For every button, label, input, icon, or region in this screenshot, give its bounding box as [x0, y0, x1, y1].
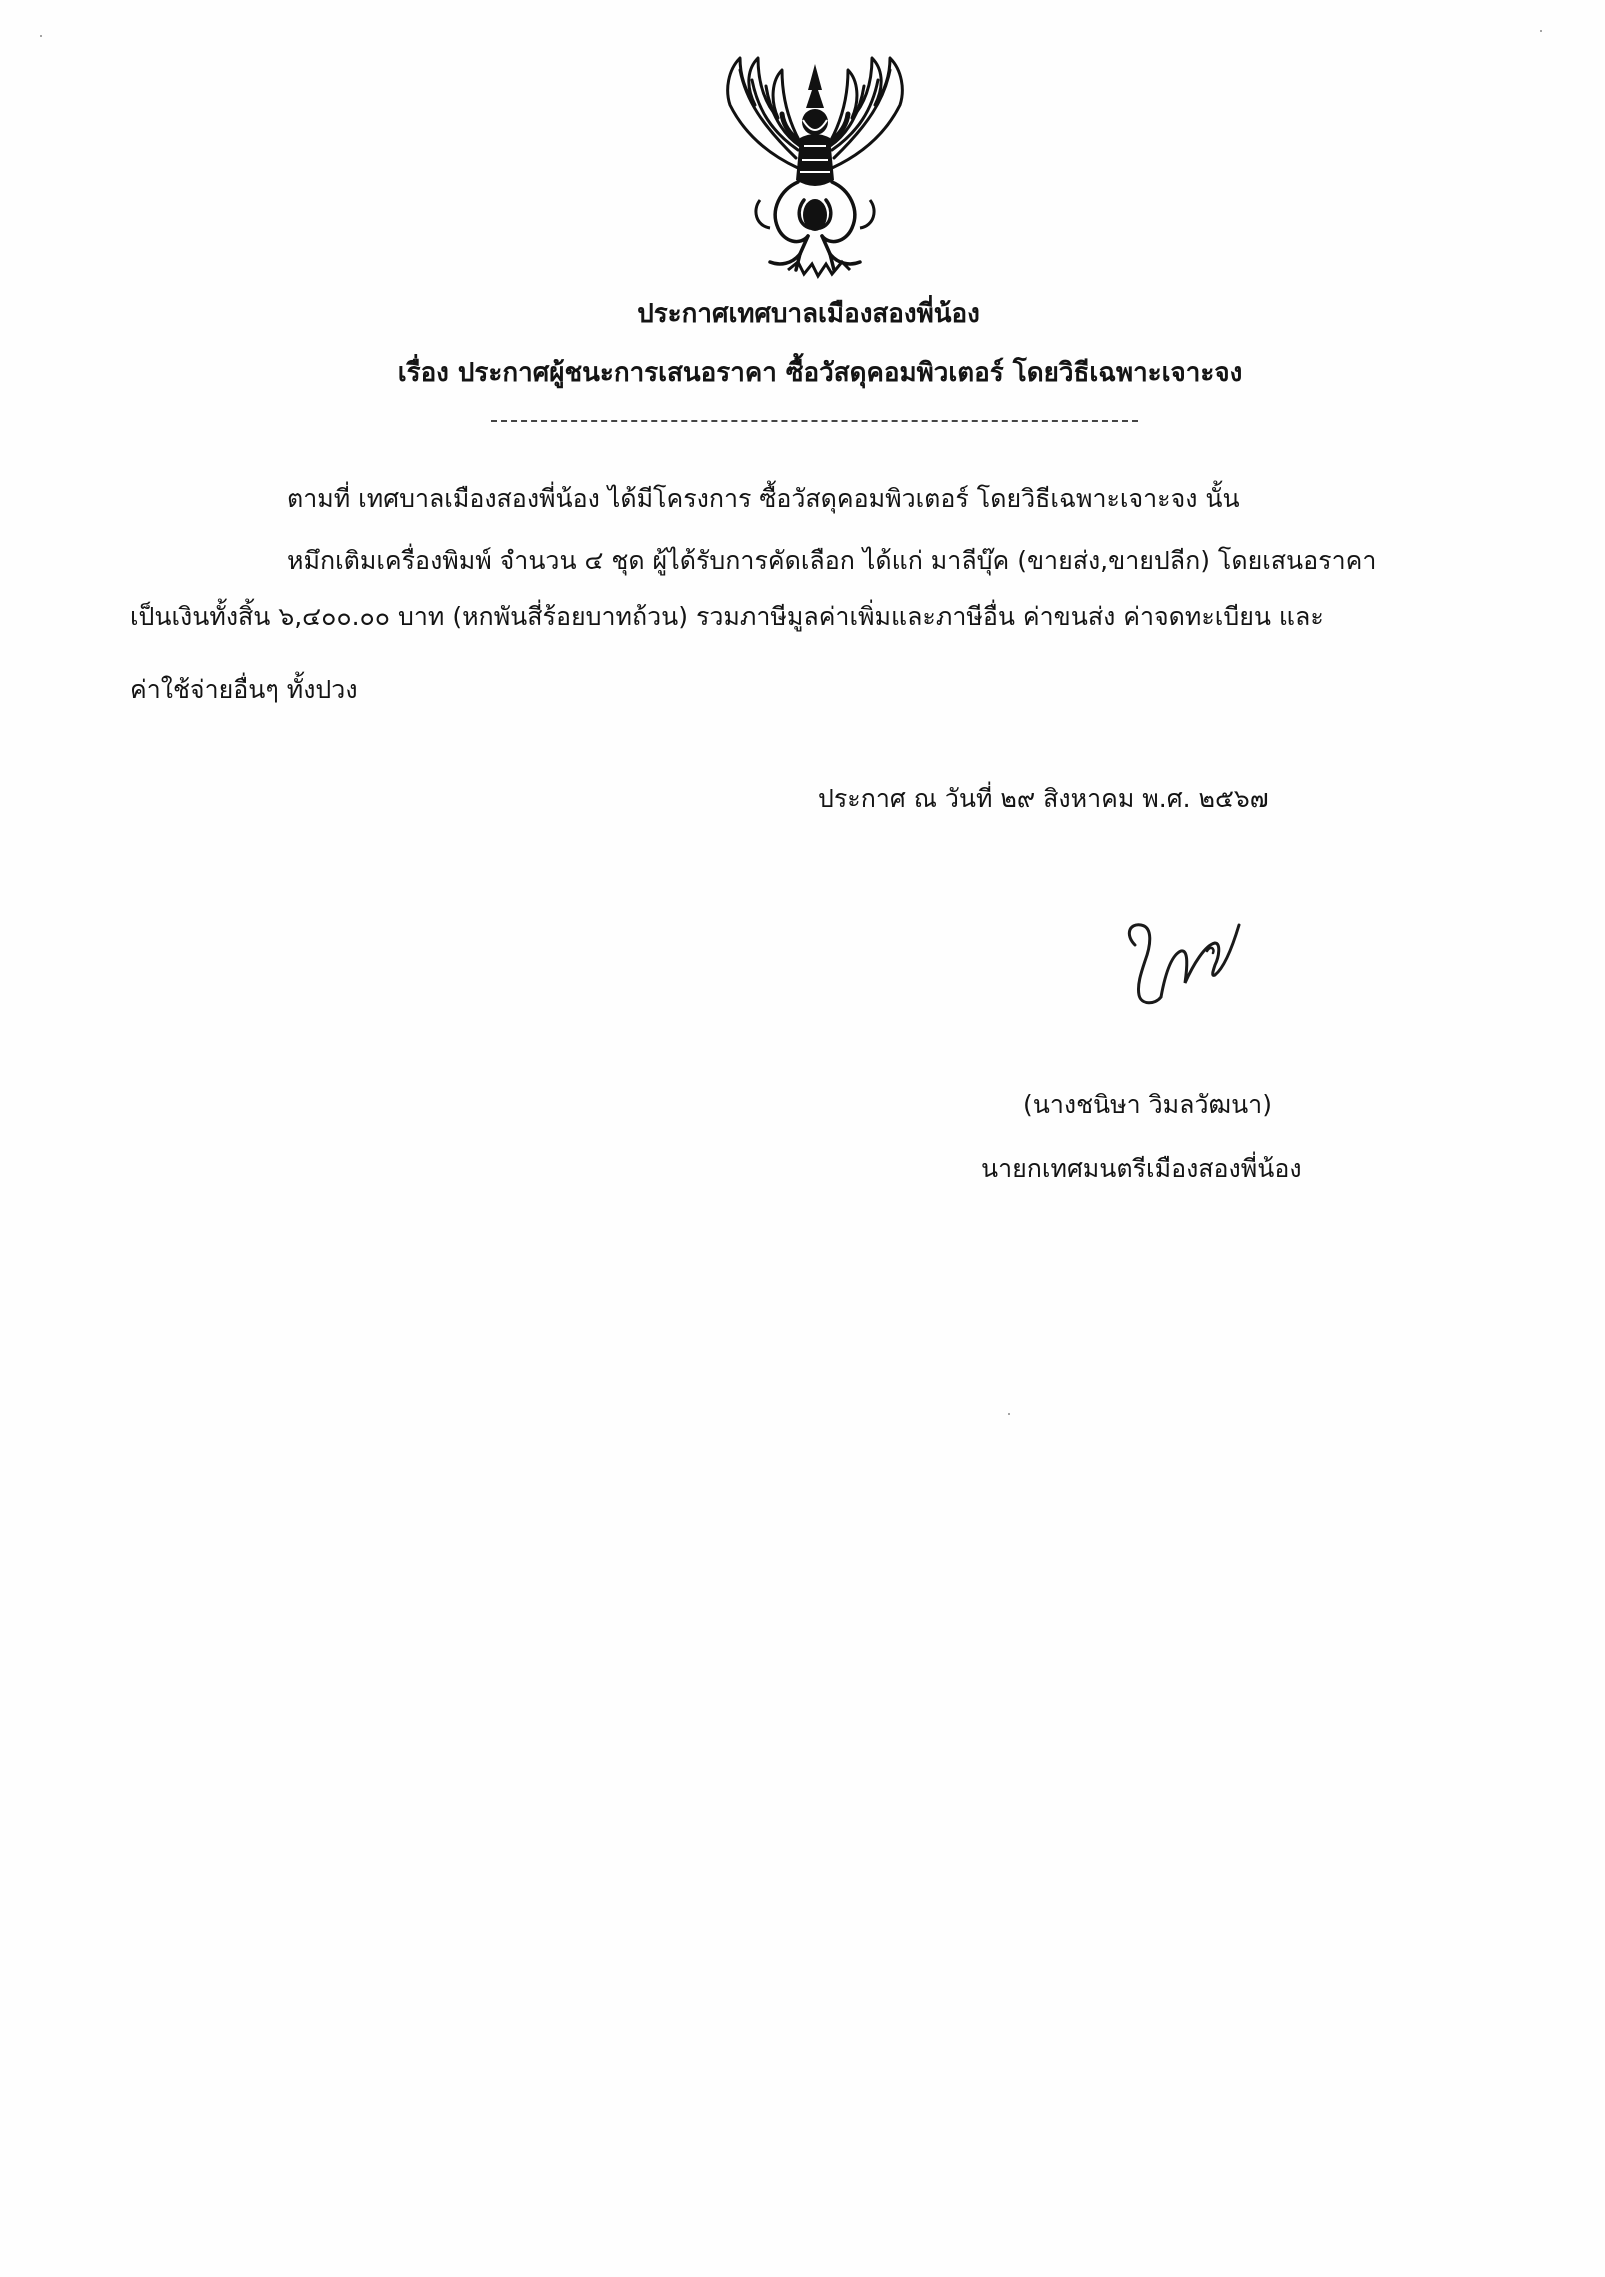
- announcement-title: ประกาศเทศบาลเมืองสองพี่น้อง: [637, 299, 980, 329]
- body-line-3: เป็นเงินทั้งสิ้น ๖,๔๐๐.๐๐ บาท (หกพันสี่ร้อยบาทถ้วน) รวมภาษีมูลค่าเพิ่มและภาษีอื่น ค่าขนส่ง ค่าจดทะเบียน และ: [130, 602, 1324, 631]
- scan-speck: [1008, 1413, 1010, 1415]
- scan-speck: [1540, 30, 1542, 32]
- announcement-date: ประกาศ ณ วันที่ ๒๙ สิงหาคม พ.ศ. ๒๕๖๗: [818, 784, 1269, 813]
- title-divider: [491, 420, 1138, 422]
- body-line-2: หมึกเติมเครื่องพิมพ์ จำนวน ๔ ชุด ผู้ได้รับการคัดเลือก ได้แก่ มาลีบุ๊ค (ขายส่ง,ขายปลีก) โดยเสนอราคา: [287, 546, 1377, 575]
- announcement-subject: เรื่อง ประกาศผู้ชนะการเสนอราคา ซื้อวัสดุคอมพิวเตอร์ โดยวิธีเฉพาะเจาะจง: [397, 358, 1243, 388]
- body-line-1: ตามที่ เทศบาลเมืองสองพี่น้อง ได้มีโครงการ ซื้อวัสดุคอมพิวเตอร์ โดยวิธีเฉพาะเจาะจง นั้น: [287, 484, 1240, 513]
- scan-speck: [40, 35, 42, 37]
- signer-name: (นางชนิษา วิมลวัฒนา): [1023, 1090, 1272, 1119]
- signer-title: นายกเทศมนตรีเมืองสองพี่น้อง: [981, 1154, 1302, 1183]
- garuda-emblem-icon: [700, 50, 930, 290]
- handwritten-signature-icon: [1115, 905, 1255, 1015]
- body-line-4: ค่าใช้จ่ายอื่นๆ ทั้งปวง: [130, 675, 358, 704]
